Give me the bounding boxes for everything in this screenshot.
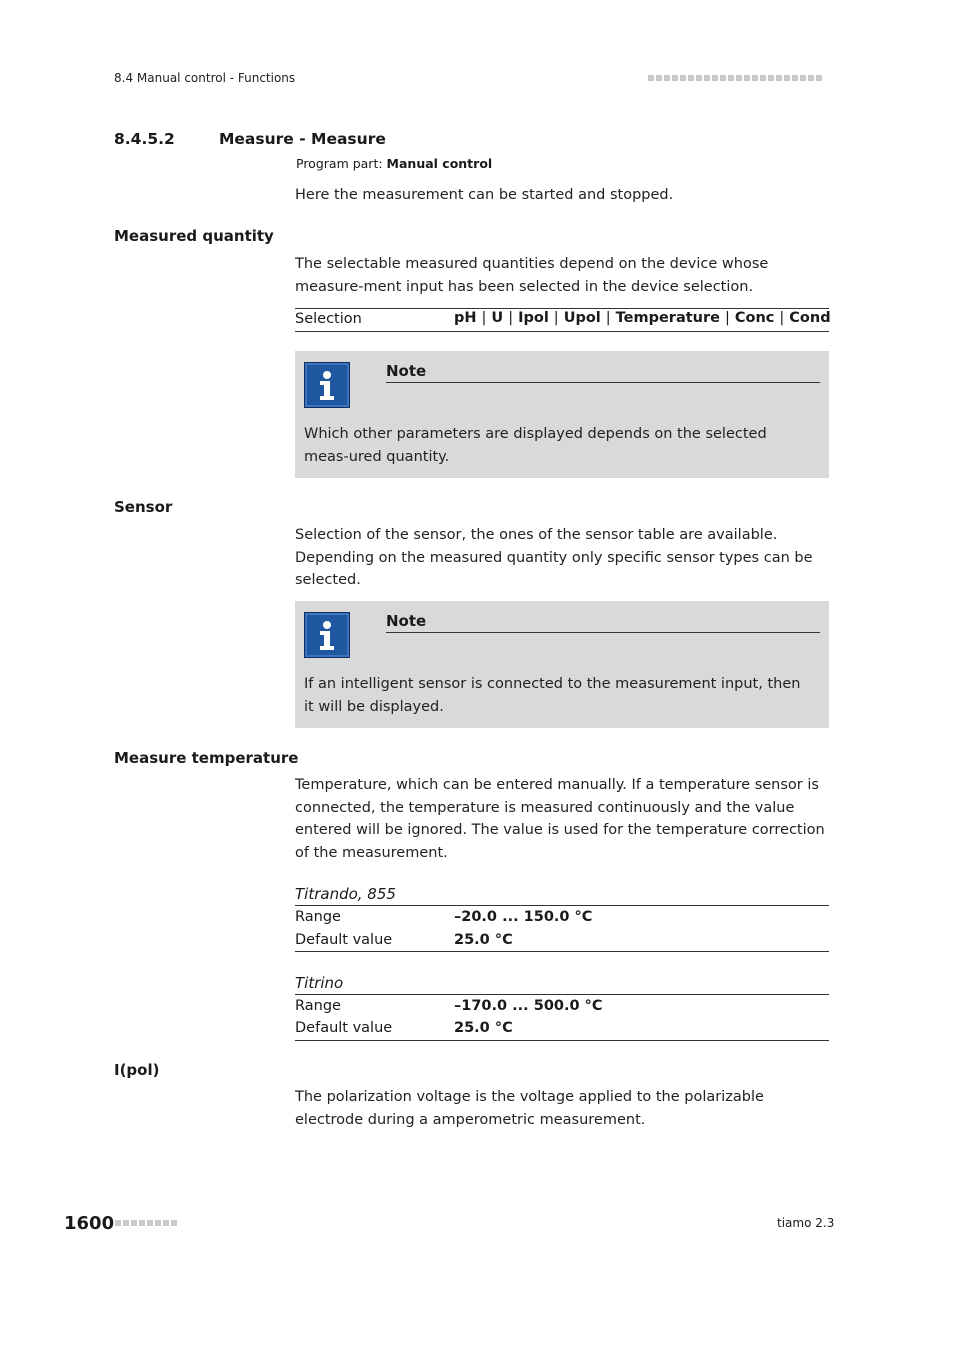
measure-temperature-heading: Measure temperature: [114, 749, 299, 767]
selection-table: [295, 308, 829, 332]
table-device-heading: Titrino: [295, 972, 829, 995]
running-header: 8.4 Manual control - Functions: [114, 71, 296, 85]
option-u: U: [491, 310, 504, 326]
table-rule: [295, 951, 829, 952]
option-upol: Upol: [563, 310, 601, 326]
footer-decoration: [115, 1220, 177, 1226]
note-text: If an intelligent sensor is connected to the measurement input, then it will be displayed.: [304, 676, 801, 715]
table-row: [295, 929, 829, 952]
measured-quantity-text: The selectable measured quantities depend on the device whose measure-ment input has been selected in the device selection.: [295, 256, 769, 295]
program-part-value: Manual control: [386, 156, 493, 171]
option-cond: Cond: [789, 310, 831, 326]
section-title: Measure - Measure: [219, 130, 386, 148]
option-temperature: Temperature: [615, 310, 720, 326]
option-separator: |: [508, 310, 514, 326]
table-device-heading: Titrando, 855: [295, 883, 829, 906]
note-text: Which other parameters are displayed depends on the selected meas-ured quantity.: [304, 426, 767, 465]
table-row: [295, 906, 829, 929]
page-number: 1600: [64, 1213, 115, 1234]
option-separator: |: [605, 310, 611, 326]
selection-label: Selection: [295, 311, 362, 327]
option-separator: |: [724, 310, 730, 326]
sensor-heading: Sensor: [114, 498, 173, 516]
measure-temperature-text: Temperature, which can be entered manually. If a temperature sensor is connected, the temperature is measured continuously and the value entered will be ignored. The value is used for the temperature correction of the measurement.: [295, 777, 825, 861]
table-row: [295, 995, 829, 1018]
range-label: Range: [295, 998, 341, 1014]
table-rule: [295, 1040, 829, 1041]
option-conc: Conc: [734, 310, 775, 326]
ipol-heading: I(pol): [114, 1061, 160, 1079]
sensor-text: Selection of the sensor, the ones of the sensor table are available. Depending on the measured quantity only specific sensor types can be selected.: [295, 527, 813, 588]
default-label: Default value: [295, 932, 393, 948]
range-value: –20.0 ... 150.0 °C: [454, 909, 593, 925]
option-separator: |: [553, 310, 559, 326]
note-title: Note: [386, 360, 820, 383]
product-name: tiamo 2.3: [777, 1216, 835, 1230]
default-value: 25.0 °C: [454, 932, 513, 948]
default-value: 25.0 °C: [454, 1020, 513, 1036]
info-icon: [304, 362, 350, 408]
note-title: Note: [386, 610, 820, 633]
default-label: Default value: [295, 1020, 393, 1036]
ipol-text: The polarization voltage is the voltage applied to the polarizable electrode during a amperometric measurement.: [295, 1089, 764, 1128]
program-part-label: Program part:: [296, 156, 383, 171]
option-separator: |: [779, 310, 785, 326]
range-label: Range: [295, 909, 341, 925]
section-number: 8.4.5.2: [114, 130, 175, 148]
info-icon: [304, 612, 350, 658]
note-box: [295, 351, 829, 478]
option-ph: pH: [454, 310, 477, 326]
selection-options: [454, 310, 831, 326]
option-separator: |: [481, 310, 487, 326]
note-box: [295, 601, 829, 728]
section-intro: Here the measurement can be started and stopped.: [295, 187, 674, 203]
table-row: [295, 1017, 829, 1040]
header-decoration: [648, 75, 822, 81]
measured-quantity-heading: Measured quantity: [114, 227, 274, 245]
range-value: –170.0 ... 500.0 °C: [454, 998, 603, 1014]
option-ipol: Ipol: [518, 310, 549, 326]
program-part: [296, 156, 492, 171]
